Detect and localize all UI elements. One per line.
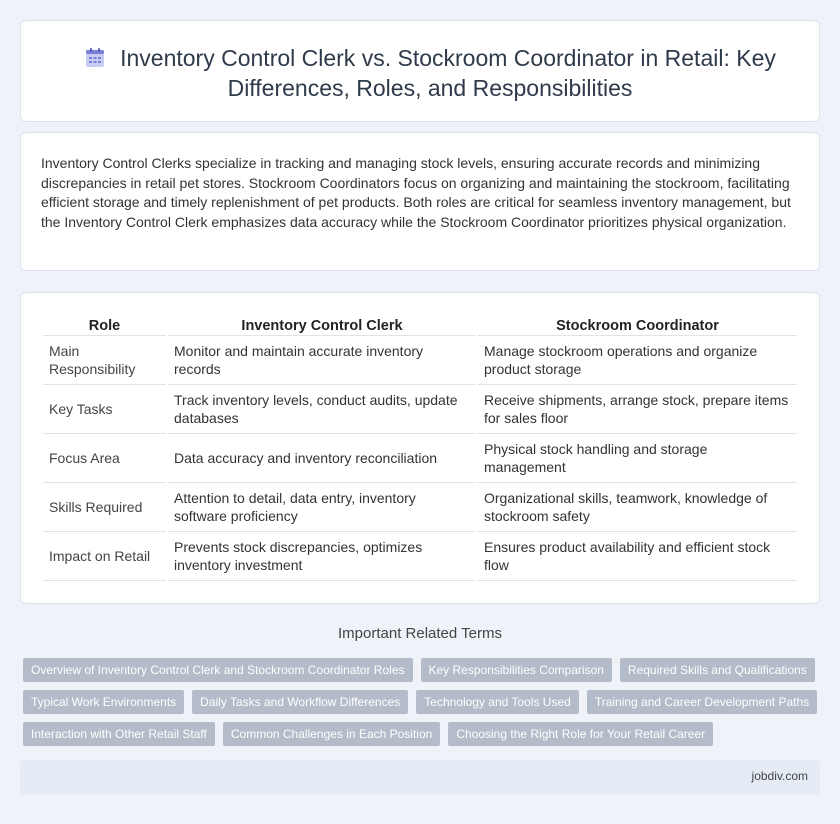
row-label: Impact on Retail bbox=[43, 532, 166, 581]
coordinator-cell: Manage stockroom operations and organize product storage bbox=[478, 336, 797, 385]
page-title bbox=[61, 43, 799, 103]
title-card bbox=[20, 20, 820, 122]
related-term-tag[interactable]: Technology and Tools Used bbox=[416, 690, 579, 714]
table-row bbox=[43, 336, 797, 385]
footer bbox=[20, 760, 820, 794]
related-term-tag[interactable]: Overview of Inventory Control Clerk and Stockroom Coordinator Roles bbox=[23, 658, 413, 682]
related-term-tag[interactable]: Required Skills and Qualifications bbox=[620, 658, 815, 682]
intro-card bbox=[20, 132, 820, 271]
related-term-tag[interactable]: Daily Tasks and Workflow Differences bbox=[192, 690, 408, 714]
related-term-tag[interactable]: Training and Career Development Paths bbox=[587, 690, 817, 714]
row-label: Key Tasks bbox=[43, 385, 166, 434]
coordinator-cell: Ensures product availability and efficient stock flow bbox=[478, 532, 797, 581]
intro-paragraph: Inventory Control Clerks specialize in tracking and managing stock levels, ensuring accurate records and minimizing discrepancies in retail pet stores. Stockroom Coordinators focus on organizing and maintaining the stockroom, facilitating efficient storage and timely replenishment of pet products. Both roles are critical for seamless inventory management, but the Inventory Control Clerk emphasizes data accuracy while the Stockroom Coordinator prioritizes physical organization. bbox=[41, 155, 791, 230]
clerk-cell: Attention to detail, data entry, inventory software proficiency bbox=[168, 483, 476, 532]
header-stockroom-coordinator: Stockroom Coordinator bbox=[478, 315, 797, 336]
related-term-tag[interactable]: Key Responsibilities Comparison bbox=[421, 658, 612, 682]
comparison-table bbox=[41, 315, 799, 581]
clerk-cell: Data accuracy and inventory reconciliation bbox=[168, 434, 476, 483]
related-term-tag[interactable]: Typical Work Environments bbox=[23, 690, 184, 714]
table-row bbox=[43, 385, 797, 434]
coordinator-cell: Physical stock handling and storage management bbox=[478, 434, 797, 483]
coordinator-cell: Receive shipments, arrange stock, prepare items for sales floor bbox=[478, 385, 797, 434]
related-terms-list bbox=[23, 658, 823, 746]
related-terms-heading: Important Related Terms bbox=[338, 625, 502, 642]
document-list-icon bbox=[84, 47, 106, 69]
row-label: Focus Area bbox=[43, 434, 166, 483]
clerk-cell: Prevents stock discrepancies, optimizes inventory investment bbox=[168, 532, 476, 581]
clerk-cell: Track inventory levels, conduct audits, update databases bbox=[168, 385, 476, 434]
footer-site-link[interactable]: jobdiv.com bbox=[751, 769, 808, 783]
header-inventory-control-clerk: Inventory Control Clerk bbox=[168, 315, 476, 336]
header-role: Role bbox=[43, 315, 166, 336]
row-label: Main Responsibility bbox=[43, 336, 166, 385]
related-term-tag[interactable]: Common Challenges in Each Position bbox=[223, 722, 440, 746]
page-title-text: Inventory Control Clerk vs. Stockroom Coordinator in Retail: Key Differences, Roles, and Responsibilities bbox=[120, 45, 776, 101]
row-label: Skills Required bbox=[43, 483, 166, 532]
coordinator-cell: Organizational skills, teamwork, knowledge of stockroom safety bbox=[478, 483, 797, 532]
clerk-cell: Monitor and maintain accurate inventory records bbox=[168, 336, 476, 385]
related-term-tag[interactable]: Interaction with Other Retail Staff bbox=[23, 722, 215, 746]
table-row bbox=[43, 434, 797, 483]
table-header-row bbox=[43, 315, 797, 336]
table-row bbox=[43, 532, 797, 581]
table-row bbox=[43, 483, 797, 532]
comparison-card bbox=[20, 292, 820, 604]
related-term-tag[interactable]: Choosing the Right Role for Your Retail Career bbox=[448, 722, 713, 746]
